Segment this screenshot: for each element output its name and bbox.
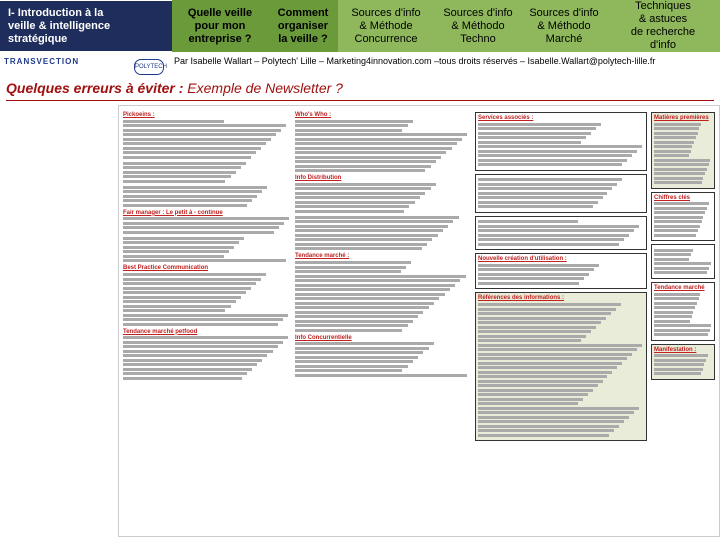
newsletter-text-line	[478, 178, 622, 181]
newsletter-text-line	[654, 163, 709, 166]
newsletter-block-title: Matières premières	[654, 115, 709, 121]
newsletter-text-line	[295, 243, 427, 246]
newsletter-text-line	[478, 141, 581, 144]
newsletter-text-line	[123, 175, 231, 178]
newsletter-text-line	[654, 172, 705, 175]
newsletter-block-title: Best Practice Communication	[123, 265, 209, 272]
nav-tab-label: Sources d'info & Méthodo Marché	[529, 6, 599, 45]
newsletter-text-line	[654, 159, 710, 162]
newsletter-text-line	[123, 273, 266, 276]
newsletter-text-line	[123, 142, 266, 145]
newsletter-text-line	[295, 266, 406, 269]
newsletter-text-line	[295, 210, 404, 213]
newsletter-text-line	[123, 259, 286, 262]
newsletter-block	[475, 174, 647, 213]
newsletter-block-title: Références des informations :	[478, 295, 565, 302]
newsletter-text-line	[295, 356, 418, 359]
newsletter-text-line	[295, 120, 413, 123]
newsletter-block	[475, 292, 647, 441]
newsletter-text-line	[478, 420, 624, 423]
newsletter-text-line	[123, 318, 283, 321]
nav-tab-quelle-veille[interactable]	[172, 0, 268, 52]
newsletter-text-line	[295, 261, 411, 264]
newsletter-text-line	[478, 229, 634, 232]
newsletter-text-line	[654, 127, 699, 130]
newsletter-text-line	[123, 195, 257, 198]
newsletter-block	[123, 237, 291, 263]
newsletter-block	[123, 265, 291, 325]
newsletter-column-4	[651, 112, 715, 532]
nav-tab-organiser[interactable]	[268, 0, 338, 52]
newsletter-text-line	[478, 326, 596, 329]
newsletter-text-line	[654, 329, 710, 332]
newsletter-block	[651, 112, 715, 189]
newsletter-text-line	[478, 362, 622, 365]
newsletter-block	[123, 162, 291, 183]
newsletter-text-line	[478, 371, 612, 374]
newsletter-block	[123, 112, 291, 159]
newsletter-text-line	[123, 291, 246, 294]
newsletter-text-line	[478, 277, 584, 280]
polytech-logo: POLYTECH	[134, 59, 164, 75]
newsletter-text-line	[654, 333, 708, 336]
newsletter-text-line	[123, 156, 251, 159]
newsletter-text-line	[295, 225, 448, 228]
newsletter-text-line	[478, 380, 603, 383]
newsletter-text-line	[295, 306, 429, 309]
newsletter-text-line	[478, 163, 622, 166]
newsletter-block	[295, 253, 471, 331]
newsletter-block	[475, 112, 647, 171]
nav-tab-marche[interactable]	[522, 0, 606, 52]
newsletter-text-line	[654, 202, 709, 205]
top-navigation	[0, 0, 720, 52]
newsletter-text-line	[295, 302, 434, 305]
newsletter-text-line	[295, 133, 467, 136]
newsletter-text-line	[654, 363, 704, 366]
page-title-rest: Exemple de Newsletter ?	[183, 80, 343, 96]
newsletter-text-line	[478, 145, 642, 148]
newsletter-block-title: Tendance marché petfood	[123, 328, 198, 335]
nav-tab-label: Techniques & astuces de recherche d'info	[630, 0, 696, 51]
newsletter-text-line	[654, 177, 703, 180]
newsletter-text-line	[295, 275, 466, 278]
newsletter-text-line	[478, 402, 578, 405]
newsletter-text-line	[123, 147, 261, 150]
newsletter-text-line	[123, 341, 283, 344]
newsletter-text-line	[295, 329, 402, 332]
newsletter-text-line	[123, 282, 256, 285]
newsletter-text-line	[295, 347, 429, 350]
newsletter-text-line	[478, 339, 581, 342]
newsletter-text-line	[123, 314, 288, 317]
newsletter-text-line	[654, 271, 707, 274]
newsletter-text-line	[654, 181, 702, 184]
newsletter-text-line	[295, 169, 425, 172]
newsletter-text-line	[478, 243, 619, 246]
newsletter-text-line	[295, 315, 418, 318]
newsletter-text-line	[123, 231, 274, 234]
newsletter-text-line	[123, 129, 281, 132]
newsletter-text-line	[478, 136, 586, 139]
newsletter-text-line	[654, 229, 698, 232]
newsletter-text-line	[295, 311, 423, 314]
newsletter-text-line	[478, 238, 624, 241]
newsletter-text-line	[478, 273, 589, 276]
newsletter-text-line	[478, 123, 601, 126]
newsletter-text-line	[123, 368, 252, 371]
newsletter-text-line	[654, 262, 711, 265]
newsletter-text-line	[654, 234, 696, 237]
nav-tab-label: Sources d'info & Méthodo Techno	[443, 6, 513, 45]
newsletter-text-line	[654, 320, 690, 323]
newsletter-text-line	[478, 330, 591, 333]
newsletter-block	[651, 192, 715, 242]
newsletter-text-line	[654, 225, 700, 228]
newsletter-text-line	[478, 192, 607, 195]
newsletter-text-line	[654, 150, 691, 153]
newsletter-text-line	[123, 309, 225, 312]
newsletter-text-line	[295, 342, 434, 345]
newsletter-text-line	[295, 288, 450, 291]
newsletter-text-line	[295, 220, 453, 223]
newsletter-text-line	[478, 398, 583, 401]
newsletter-text-line	[654, 324, 711, 327]
newsletter-text-line	[295, 360, 413, 363]
newsletter-text-line	[123, 133, 276, 136]
newsletter-text-line	[295, 293, 445, 296]
newsletter-text-line	[478, 187, 612, 190]
newsletter-text-line	[478, 154, 632, 157]
title-divider	[6, 100, 714, 101]
newsletter-text-line	[478, 268, 594, 271]
newsletter-text-line	[478, 416, 629, 419]
newsletter-text-line	[654, 145, 692, 148]
newsletter-text-line	[654, 315, 692, 318]
newsletter-text-line	[123, 217, 289, 220]
page-title-bold: Quelques erreurs à éviter :	[6, 80, 184, 96]
newsletter-text-line	[123, 180, 225, 183]
newsletter-text-line	[654, 207, 707, 210]
newsletter-text-line	[654, 211, 705, 214]
newsletter-text-line	[478, 220, 578, 223]
newsletter-text-line	[295, 156, 441, 159]
newsletter-text-line	[478, 375, 607, 378]
newsletter-text-line	[654, 372, 701, 375]
newsletter-text-line	[478, 127, 596, 130]
newsletter-text-line	[123, 359, 262, 362]
newsletter-text-line	[295, 234, 438, 237]
newsletter-text-line	[478, 425, 619, 428]
newsletter-example-image	[118, 105, 720, 537]
newsletter-text-line	[654, 306, 695, 309]
newsletter-text-line	[478, 335, 586, 338]
newsletter-text-line	[478, 205, 593, 208]
newsletter-text-line	[123, 226, 279, 229]
newsletter-block	[651, 244, 715, 279]
newsletter-text-line	[123, 323, 278, 326]
newsletter-text-line	[478, 183, 617, 186]
newsletter-text-line	[478, 132, 591, 135]
newsletter-block	[123, 186, 291, 207]
page-title	[6, 80, 343, 96]
newsletter-text-line	[295, 247, 422, 250]
nav-tab-label: Sources d'info & Méthode Concurrence	[351, 6, 421, 45]
newsletter-text-line	[654, 258, 689, 261]
newsletter-text-line	[123, 372, 247, 375]
newsletter-text-line	[654, 249, 693, 252]
newsletter-text-line	[295, 297, 439, 300]
newsletter-text-line	[123, 190, 262, 193]
newsletter-text-line	[478, 234, 629, 237]
newsletter-text-line	[295, 374, 467, 377]
newsletter-text-line	[654, 302, 697, 305]
newsletter-block-title: Services associés :	[478, 115, 534, 121]
newsletter-text-line	[295, 165, 431, 168]
newsletter-text-line	[123, 287, 251, 290]
newsletter-text-line	[123, 255, 224, 258]
newsletter-text-line	[123, 377, 242, 380]
newsletter-text-line	[123, 199, 252, 202]
nav-tab-introduction[interactable]	[0, 1, 172, 51]
newsletter-text-line	[123, 162, 246, 165]
newsletter-text-line	[295, 138, 462, 141]
nav-tab-label: I- Introduction à la veille & intelligence stratégique	[8, 6, 111, 45]
newsletter-text-line	[123, 124, 286, 127]
logo-area	[4, 55, 174, 77]
newsletter-block	[295, 112, 471, 172]
newsletter-block-title: Nouvelle création d'utilisation :	[478, 256, 567, 263]
newsletter-text-line	[478, 150, 637, 153]
nav-tab-techniques[interactable]	[606, 0, 720, 52]
newsletter-column-2	[295, 112, 471, 532]
newsletter-text-line	[478, 312, 611, 315]
newsletter-text-line	[654, 368, 703, 371]
newsletter-text-line	[295, 201, 415, 204]
newsletter-text-line	[478, 434, 609, 437]
newsletter-text-line	[123, 354, 267, 357]
newsletter-column-1	[123, 112, 291, 532]
newsletter-block	[475, 216, 647, 251]
newsletter-text-line	[123, 300, 236, 303]
newsletter-text-line	[478, 303, 621, 306]
newsletter-text-line	[295, 279, 460, 282]
newsletter-text-line	[654, 168, 707, 171]
newsletter-block-title: Tendance marché :	[295, 253, 350, 260]
newsletter-text-line	[654, 253, 691, 256]
newsletter-block-title: Info Concurrentielle	[295, 334, 352, 341]
newsletter-text-line	[123, 171, 236, 174]
newsletter-text-line	[654, 220, 702, 223]
newsletter-text-line	[295, 369, 402, 372]
newsletter-text-line	[654, 123, 701, 126]
newsletter-text-line	[295, 351, 423, 354]
newsletter-text-line	[295, 365, 408, 368]
nav-tab-label: Comment organiser la veille ?	[277, 6, 329, 45]
newsletter-block-title: Chiffres clés	[654, 194, 691, 201]
newsletter-block-title: Info Distribution	[295, 175, 342, 182]
newsletter-text-line	[295, 205, 409, 208]
newsletter-text-line	[295, 192, 425, 195]
newsletter-text-line	[654, 141, 694, 144]
newsletter-text-line	[478, 429, 614, 432]
newsletter-text-line	[295, 151, 446, 154]
newsletter-text-line	[295, 324, 408, 327]
newsletter-text-line	[123, 120, 224, 123]
newsletter-text-line	[478, 353, 632, 356]
newsletter-text-line	[654, 311, 693, 314]
newsletter-text-line	[123, 204, 247, 207]
newsletter-block	[295, 216, 471, 251]
newsletter-text-line	[123, 278, 261, 281]
newsletter-text-line	[295, 187, 431, 190]
newsletter-text-line	[295, 216, 459, 219]
newsletter-text-line	[123, 336, 288, 339]
newsletter-block	[295, 175, 471, 213]
newsletter-text-line	[478, 159, 627, 162]
newsletter-block	[295, 335, 471, 377]
newsletter-text-line	[295, 320, 413, 323]
nav-tab-label: Quelle veille pour mon entreprise ?	[187, 6, 253, 45]
nav-tab-concurrence[interactable]	[338, 0, 434, 52]
newsletter-text-line	[123, 138, 271, 141]
newsletter-column-3	[475, 112, 647, 532]
newsletter-text-line	[478, 201, 598, 204]
newsletter-text-line	[123, 305, 231, 308]
newsletter-text-line	[295, 284, 455, 287]
newsletter-block	[123, 210, 291, 234]
newsletter-block	[651, 344, 715, 380]
newsletter-block-title: Who's Who :	[295, 112, 332, 118]
newsletter-text-line	[123, 345, 278, 348]
newsletter-text-line	[478, 389, 593, 392]
newsletter-text-line	[654, 297, 699, 300]
newsletter-text-line	[123, 241, 239, 244]
newsletter-text-line	[123, 222, 284, 225]
newsletter-text-line	[295, 160, 436, 163]
newsletter-text-line	[295, 270, 401, 273]
newsletter-text-line	[478, 407, 639, 410]
newsletter-text-line	[123, 237, 244, 240]
transvection-logo: TRANSVECTION	[4, 57, 80, 66]
newsletter-block-title: Fair manager : Le petit à - continue	[123, 209, 223, 216]
newsletter-text-line	[123, 296, 241, 299]
newsletter-text-line	[478, 317, 606, 320]
newsletter-text-line	[478, 308, 616, 311]
newsletter-text-line	[295, 142, 457, 145]
newsletter-text-line	[295, 183, 436, 186]
newsletter-text-line	[295, 147, 452, 150]
newsletter-text-line	[123, 363, 257, 366]
newsletter-text-line	[123, 250, 229, 253]
newsletter-text-line	[295, 229, 443, 232]
newsletter-text-line	[654, 359, 706, 362]
newsletter-text-line	[654, 216, 703, 219]
newsletter-text-line	[478, 321, 601, 324]
newsletter-text-line	[123, 166, 241, 169]
newsletter-text-line	[478, 348, 637, 351]
nav-tab-techno[interactable]	[434, 0, 522, 52]
newsletter-text-line	[123, 246, 234, 249]
newsletter-text-line	[478, 411, 634, 414]
newsletter-block	[123, 329, 291, 380]
newsletter-text-line	[654, 136, 696, 139]
newsletter-text-line	[478, 225, 639, 228]
newsletter-text-line	[295, 238, 432, 241]
newsletter-text-line	[123, 151, 256, 154]
newsletter-text-line	[654, 154, 689, 157]
newsletter-text-line	[123, 186, 267, 189]
newsletter-block	[475, 253, 647, 289]
newsletter-block	[651, 282, 715, 341]
newsletter-text-line	[478, 366, 617, 369]
newsletter-text-line	[478, 357, 627, 360]
newsletter-block-title: Tendance marché	[654, 284, 705, 291]
newsletter-text-line	[478, 344, 642, 347]
newsletter-text-line	[295, 196, 420, 199]
newsletter-block-title: Pickoeins :	[123, 112, 155, 118]
newsletter-text-line	[478, 264, 599, 267]
newsletter-text-line	[295, 124, 408, 127]
newsletter-text-line	[654, 267, 709, 270]
newsletter-text-line	[123, 350, 273, 353]
newsletter-text-line	[478, 384, 598, 387]
newsletter-text-line	[478, 282, 579, 285]
newsletter-text-line	[478, 196, 603, 199]
newsletter-block-title: Manifestation :	[654, 346, 697, 353]
credit-line: Par Isabelle Wallart – Polytech' Lille – Marketing4innovation.com –tous droits réservés – Isabelle.Wallart@polytech-lille.fr	[174, 56, 656, 66]
newsletter-text-line	[654, 354, 708, 357]
newsletter-text-line	[478, 393, 588, 396]
newsletter-text-line	[295, 129, 402, 132]
newsletter-text-line	[654, 132, 698, 135]
newsletter-text-line	[654, 293, 700, 296]
